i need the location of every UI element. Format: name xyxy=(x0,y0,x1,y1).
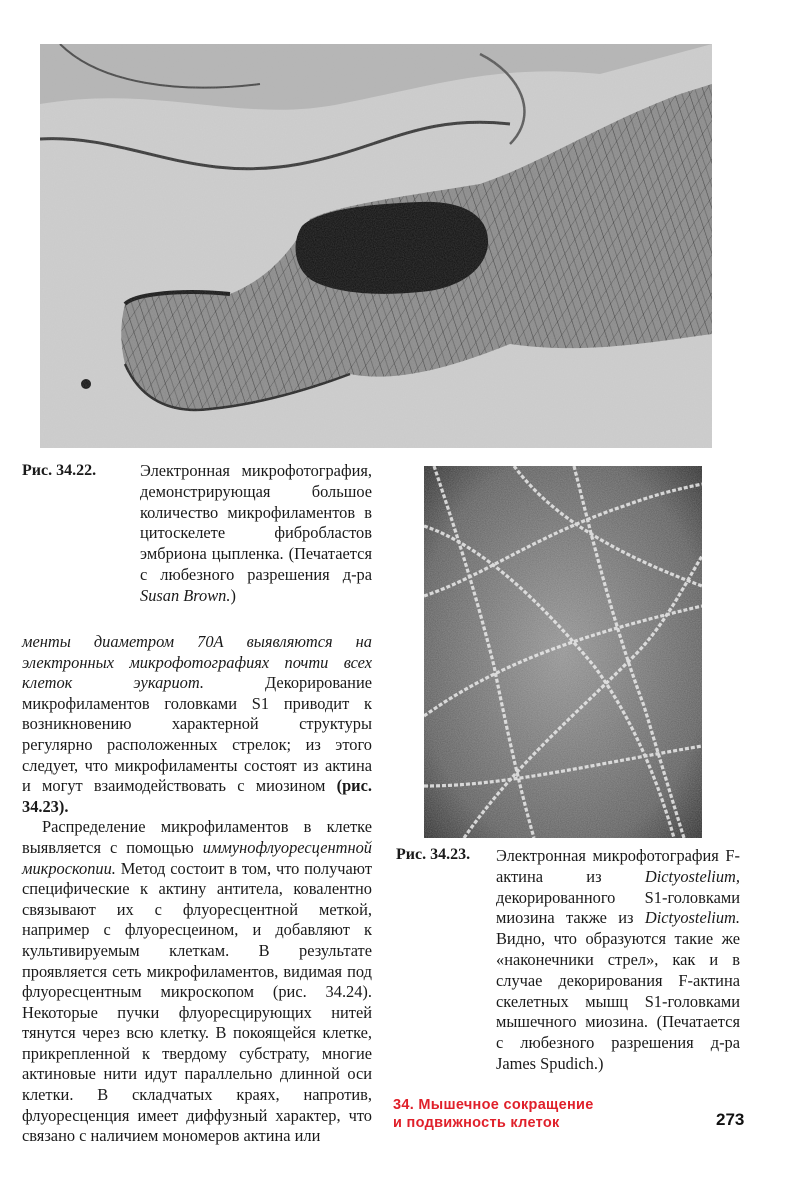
figure-34-23-label-container xyxy=(396,846,496,864)
figure-34-23-caption xyxy=(496,846,740,1075)
figure-34-22-micrograph xyxy=(40,44,712,448)
actin-filaments-micrograph-image xyxy=(424,466,702,838)
figure-34-23-micrograph xyxy=(424,466,702,838)
chapter-title-footer xyxy=(393,1096,594,1132)
body-paragraph-1-ref: (рис. 34.23). xyxy=(22,776,372,816)
body-paragraph-2-text: Метод состоит в том, что получают специфические к актину антитела, ковалентно связывают их с флуоресцентной меткой, например с флуоресцеином, и добавляют к культивируемым клеткам. В результате проявляется сеть микрофиламентов, видимая под флуоресцентным микроскопом (рис. 34.24). Некоторые пучки флуоресцирующих нитей тянутся через всю клетку. В покоящейся клетке, прикрепленной к твердому субстрату, многие актиновые нити идут параллельно длинной оси клетки. В складчатых краях, напротив, флуоресценция имеет диффузный характер, что связано с наличием мономеров актина или xyxy=(22,858,372,1146)
figure-34-22-caption xyxy=(140,461,372,607)
figure-34-23-caption-organism2: Dictyostelium. xyxy=(644,908,740,928)
body-paragraph-1 xyxy=(22,632,372,817)
figure-34-22-label: Рис. 34.22. xyxy=(22,462,97,479)
figure-34-22-caption-credit-suffix: ) xyxy=(230,585,236,605)
chapter-title-line-2: и подвижность клеток xyxy=(393,1115,560,1131)
figure-34-23-caption-part3: Видно, что образуются такие же «наконечники стрел», как и в случае декорирования F-актина скелетных мышц S1-головками мышечного миозина. (Печатается с любезного разрешения д-ра James Spudich.) xyxy=(496,929,740,1073)
figure-34-23-label: Рис. 34.23. xyxy=(396,846,471,863)
body-paragraph-2 xyxy=(22,817,372,1147)
fibroblast-micrograph-image xyxy=(40,44,712,448)
body-paragraph-1-italic: менты диаметром 70А выявляются на электронных микрофотографиях почти всех клеток эукариот. xyxy=(22,632,372,693)
body-paragraph-1-text: Декорирование микрофиламентов головками S1 приводит к возникновению характерной структуры регулярно расположенных стрелок; из этого следует, что микрофиламенты состоят из актина и могут взаимодействовать с миозином xyxy=(22,673,372,796)
chapter-title-line-1: 34. Мышечное сокращение xyxy=(393,1097,594,1113)
body-text-column xyxy=(22,632,372,1147)
figure-34-23-caption-organism1: Dictyostelium, xyxy=(644,866,740,886)
figure-34-22-caption-main: Электронная микрофотография, демонстрирующая большое количество микрофиламентов в цитоскелете фибробластов эмбриона цыпленка. xyxy=(140,461,372,564)
figure-34-22-caption-credit-name: Susan Brown. xyxy=(140,585,231,605)
figure-34-23-caption-part2: декорированного S1-головками миозина также из xyxy=(496,887,740,928)
page-number: 273 xyxy=(716,1110,745,1129)
body-paragraph-2-start: Распределение микрофиламентов в клетке выявляется с помощью xyxy=(22,817,372,857)
figure-34-23-caption-part1: Электронная микрофотография F-актина из xyxy=(496,846,740,886)
figure-34-22-caption-credit-prefix: (Печатается с любезного разрешения д-ра xyxy=(140,544,372,584)
body-paragraph-2-italic: иммунофлуоресцентной микроскопии. xyxy=(22,837,372,878)
figure-34-22-label-container xyxy=(22,462,122,480)
